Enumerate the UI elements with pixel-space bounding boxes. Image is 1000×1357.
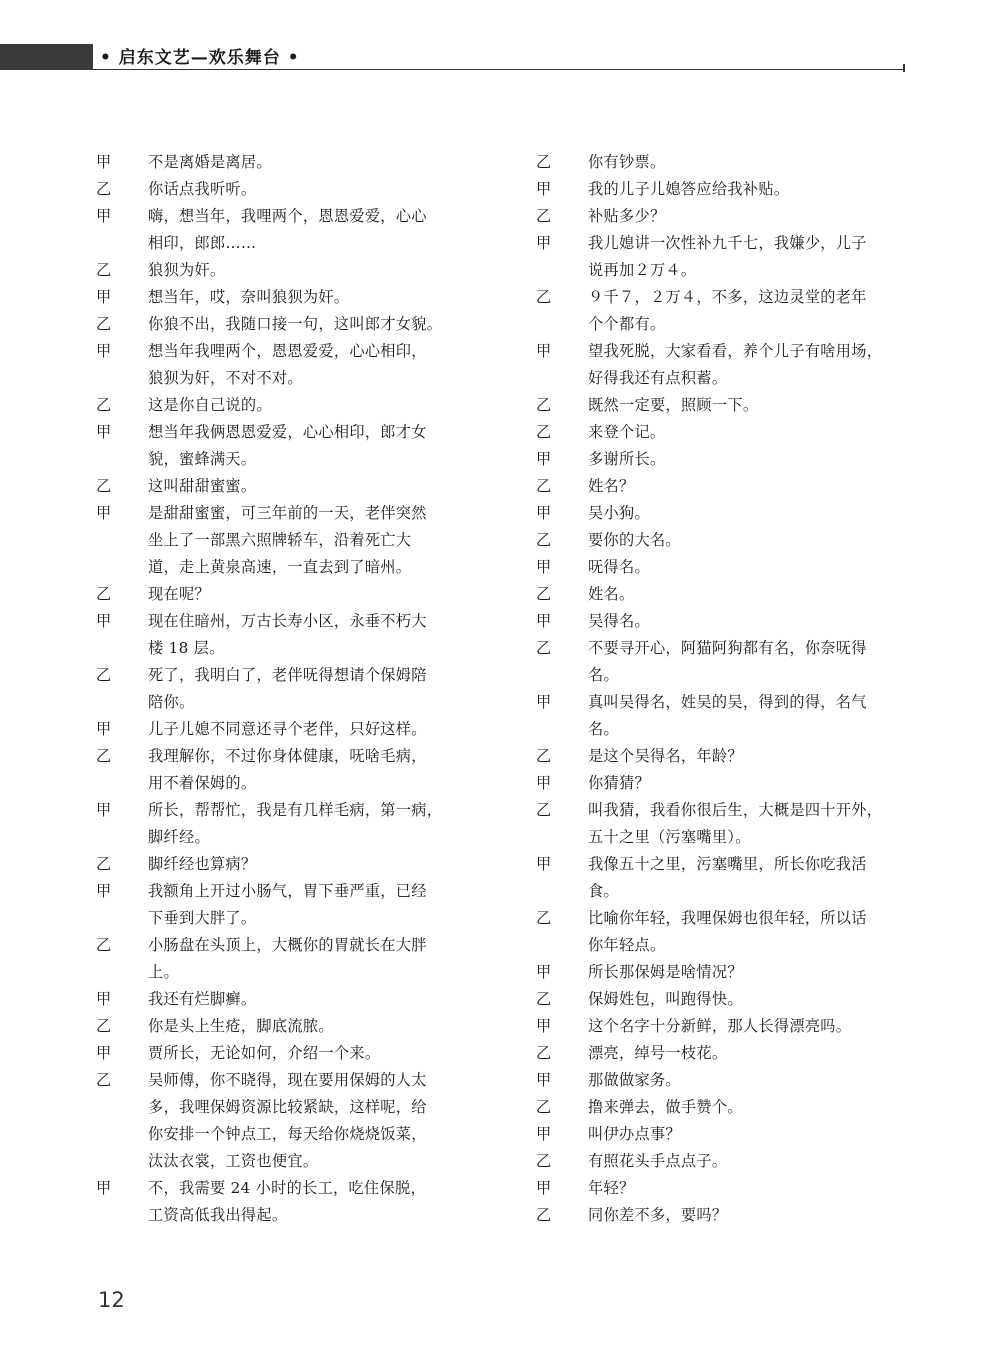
speaker-label xyxy=(536,932,588,959)
speaker-label: 甲 xyxy=(536,504,552,522)
dialogue-line xyxy=(536,554,906,581)
speaker-label: 乙 xyxy=(536,990,552,1008)
dialogue-text: 有照花头手点点子。 xyxy=(588,1152,728,1170)
dialogue-text: 你安排一个钟点工，每天给你烧烧饭菜， xyxy=(148,1125,427,1143)
dialogue-text: 死了，我明白了，老伴呒得想请个保姆陪 xyxy=(148,666,427,684)
speaker-label xyxy=(536,824,588,851)
dialogue-line xyxy=(96,1148,466,1175)
dialogue-text: 真叫吴得名，姓吴的吴，得到的得，名气 xyxy=(588,693,867,711)
speaker-label: 甲 xyxy=(536,1071,552,1089)
dialogue-line xyxy=(536,149,906,176)
dialogue-text: 名。 xyxy=(588,666,619,684)
dialogue-line xyxy=(536,1013,906,1040)
speaker-label: 乙 xyxy=(96,666,112,684)
speaker-label: 甲 xyxy=(536,342,552,360)
dialogue-text: 这叫甜甜蜜蜜。 xyxy=(148,477,257,495)
dialogue-line xyxy=(536,986,906,1013)
dialogue-line xyxy=(96,716,466,743)
dialogue-text: 我理解你，不过你身体健康，呒啥毛病， xyxy=(148,747,427,765)
speaker-label: 甲 xyxy=(96,882,112,900)
dialogue-text: 既然一定要，照顾一下。 xyxy=(588,396,759,414)
dialogue-text: ９千７，２万４，不多，这边灵堂的老年 xyxy=(588,288,867,306)
dialogue-line xyxy=(96,851,466,878)
dialogue-text: 想当年，哎，奈叫狼狈为奸。 xyxy=(148,288,350,306)
dialogue-line xyxy=(536,797,906,824)
dialogue-text: 汰汰衣裳，工资也便宜。 xyxy=(148,1152,319,1170)
speaker-label: 甲 xyxy=(536,234,552,252)
speaker-label xyxy=(96,365,148,392)
speaker-label xyxy=(536,716,588,743)
dialogue-line xyxy=(96,554,466,581)
dialogue-line xyxy=(536,1202,906,1229)
speaker-label: 甲 xyxy=(536,1017,552,1035)
dialogue-text: 漂亮，绰号一枝花。 xyxy=(588,1044,728,1062)
left-column xyxy=(96,149,466,1229)
dialogue-text: 脚纤经。 xyxy=(148,828,210,846)
dialogue-text: 你狼不出，我随口接一句，这叫郎才女貌。 xyxy=(148,315,443,333)
speaker-label: 乙 xyxy=(536,1098,552,1116)
speaker-label: 乙 xyxy=(536,477,552,495)
dialogue-text: 呒得名。 xyxy=(588,558,650,576)
running-header-title: • 启东文艺—欢乐舞台 • xyxy=(100,48,300,68)
dialogue-line xyxy=(536,581,906,608)
speaker-label: 甲 xyxy=(536,1125,552,1143)
dialogue-text: 比喻你年轻，我哩保姆也很年轻，所以话 xyxy=(588,909,867,927)
speaker-label: 乙 xyxy=(536,1044,552,1062)
dialogue-text: 楼 18 层。 xyxy=(148,639,225,657)
speaker-label xyxy=(96,527,148,554)
dialogue-text: 所长那保姆是啥情况？ xyxy=(588,963,743,981)
dialogue-line xyxy=(96,527,466,554)
speaker-label: 甲 xyxy=(96,612,112,630)
dialogue-line xyxy=(536,959,906,986)
speaker-label xyxy=(96,824,148,851)
speaker-label xyxy=(96,635,148,662)
speaker-label: 甲 xyxy=(536,558,552,576)
dialogue-line xyxy=(96,257,466,284)
dialogue-line xyxy=(536,1067,906,1094)
speaker-label: 甲 xyxy=(536,774,552,792)
dialogue-line xyxy=(536,905,906,932)
dialogue-line xyxy=(96,986,466,1013)
speaker-label: 甲 xyxy=(96,1044,112,1062)
dialogue-text: 儿子儿媳不同意还寻个老伴，只好这样。 xyxy=(148,720,427,738)
dialogue-line xyxy=(96,1040,466,1067)
speaker-label: 乙 xyxy=(536,531,552,549)
speaker-label xyxy=(536,365,588,392)
dialogue-line xyxy=(536,500,906,527)
dialogue-line xyxy=(96,797,466,824)
dialogue-text: 姓名？ xyxy=(588,477,635,495)
dialogue-text: 吴师傅，你不晓得，现在要用保姆的人太 xyxy=(148,1071,427,1089)
dialogue-line xyxy=(96,284,466,311)
dialogue-line xyxy=(96,608,466,635)
dialogue-line xyxy=(536,824,906,851)
dialogue-text: 相印，郎郎…… xyxy=(148,234,257,252)
speaker-label: 乙 xyxy=(536,747,552,765)
dialogue-text: 名。 xyxy=(588,720,619,738)
dialogue-line xyxy=(96,419,466,446)
speaker-label: 甲 xyxy=(96,990,112,1008)
dialogue-text: 你有钞票。 xyxy=(588,153,666,171)
dialogue-text: 现在呢？ xyxy=(148,585,210,603)
speaker-label: 乙 xyxy=(96,261,112,279)
speaker-label: 乙 xyxy=(536,909,552,927)
dialogue-text: 你是头上生疮，脚底流脓。 xyxy=(148,1017,334,1035)
dialogue-text: 我额角上开过小肠气，胃下垂严重，已经 xyxy=(148,882,427,900)
speaker-label xyxy=(536,662,588,689)
dialogue-line xyxy=(536,365,906,392)
speaker-label: 乙 xyxy=(96,315,112,333)
dialogue-text: 补贴多少？ xyxy=(588,207,666,225)
speaker-label xyxy=(536,311,588,338)
dialogue-text: 你话点我听听。 xyxy=(148,180,257,198)
dialogue-line xyxy=(536,527,906,554)
speaker-label: 甲 xyxy=(536,855,552,873)
dialogue-text: 保姆姓包，叫跑得快。 xyxy=(588,990,743,1008)
dialogue-line xyxy=(96,230,466,257)
dialogue-line xyxy=(536,419,906,446)
dialogue-text: 想当年我俩恩恩爱爱，心心相印，郎才女 xyxy=(148,423,427,441)
dialogue-line xyxy=(96,392,466,419)
dialogue-line xyxy=(96,905,466,932)
speaker-label: 乙 xyxy=(536,423,552,441)
dialogue-line xyxy=(96,581,466,608)
speaker-label: 乙 xyxy=(536,801,552,819)
speaker-label xyxy=(96,554,148,581)
dialogue-line xyxy=(96,662,466,689)
speaker-label: 乙 xyxy=(536,1206,552,1224)
dialogue-text: 望我死脱，大家看看，养个儿子有啥用场， xyxy=(588,342,883,360)
dialogue-text: 上。 xyxy=(148,963,179,981)
speaker-label: 乙 xyxy=(96,585,112,603)
dialogue-line xyxy=(96,1013,466,1040)
dialogue-line xyxy=(96,959,466,986)
dialogue-line xyxy=(536,689,906,716)
dialogue-line xyxy=(536,1040,906,1067)
speaker-label: 乙 xyxy=(96,855,112,873)
dialogue-text: 姓名。 xyxy=(588,585,635,603)
dialogue-line xyxy=(96,203,466,230)
dialogue-text: 这个名字十分新鲜，那人长得漂亮吗。 xyxy=(588,1017,852,1035)
dialogue-line xyxy=(536,473,906,500)
dialogue-line xyxy=(96,1175,466,1202)
dialogue-line xyxy=(536,1094,906,1121)
dialogue-text: 工资高低我出得起。 xyxy=(148,1206,288,1224)
right-column xyxy=(536,149,906,1229)
dialogue-text: 吴小狗。 xyxy=(588,504,650,522)
speaker-label: 乙 xyxy=(96,936,112,954)
speaker-label: 甲 xyxy=(536,693,552,711)
dialogue-text: 食。 xyxy=(588,882,619,900)
dialogue-line xyxy=(96,689,466,716)
speaker-label xyxy=(536,878,588,905)
speaker-label xyxy=(96,1094,148,1121)
dialogue-line xyxy=(96,1202,466,1229)
dialogue-line xyxy=(536,743,906,770)
dialogue-text: 好得我还有点积蓄。 xyxy=(588,369,728,387)
page-number: 12 xyxy=(98,1288,125,1312)
speaker-label: 乙 xyxy=(96,1017,112,1035)
speaker-label xyxy=(96,959,148,986)
dialogue-text: 贾所长，无论如何，介绍一个来。 xyxy=(148,1044,381,1062)
speaker-label: 甲 xyxy=(536,450,552,468)
dialogue-line xyxy=(536,635,906,662)
dialogue-text: 小肠盘在头顶上，大概你的胃就长在大胖 xyxy=(148,936,427,954)
dialogue-line xyxy=(96,635,466,662)
dialogue-text: 叫我猜，我看你很后生，大概是四十开外， xyxy=(588,801,883,819)
dialogue-text: 是这个吴得名，年龄？ xyxy=(588,747,743,765)
speaker-label xyxy=(96,1121,148,1148)
dialogue-line xyxy=(536,230,906,257)
speaker-label: 乙 xyxy=(96,1071,112,1089)
dialogue-text: 你猜猜？ xyxy=(588,774,650,792)
dialogue-line xyxy=(536,932,906,959)
speaker-label xyxy=(96,446,148,473)
dialogue-text: 狼狈为奸，不对不对。 xyxy=(148,369,303,387)
dialogue-line xyxy=(96,743,466,770)
dialogue-line xyxy=(536,338,906,365)
dialogue-text: 那做做家务。 xyxy=(588,1071,681,1089)
dialogue-text: 狼狈为奸。 xyxy=(148,261,226,279)
dialogue-text: 貌，蜜蜂满天。 xyxy=(148,450,257,468)
speaker-label: 乙 xyxy=(96,747,112,765)
speaker-label: 甲 xyxy=(536,612,552,630)
dialogue-line xyxy=(96,149,466,176)
dialogue-line xyxy=(96,1094,466,1121)
dialogue-line xyxy=(536,1175,906,1202)
dialogue-line xyxy=(536,608,906,635)
speaker-label xyxy=(96,905,148,932)
speaker-label: 乙 xyxy=(96,477,112,495)
speaker-label: 甲 xyxy=(96,207,112,225)
dialogue-line xyxy=(536,176,906,203)
speaker-label: 甲 xyxy=(96,342,112,360)
dialogue-text: 叫伊办点事？ xyxy=(588,1125,681,1143)
dialogue-line xyxy=(536,1148,906,1175)
dialogue-line xyxy=(96,473,466,500)
dialogue-line xyxy=(536,257,906,284)
dialogue-line xyxy=(536,716,906,743)
speaker-label: 甲 xyxy=(96,720,112,738)
dialogue-text: 想当年我哩两个，恩恩爱爱，心心相印， xyxy=(148,342,427,360)
speaker-label: 甲 xyxy=(536,963,552,981)
dialogue-line xyxy=(96,932,466,959)
dialogue-text: 嗨，想当年，我哩两个，恩恩爱爱，心心 xyxy=(148,207,427,225)
dialogue-text: 陪你。 xyxy=(148,693,195,711)
dialogue-text: 你年轻点。 xyxy=(588,936,666,954)
dialogue-text: 同你差不多，要吗？ xyxy=(588,1206,728,1224)
speaker-label xyxy=(96,1202,148,1229)
dialogue-line xyxy=(96,1121,466,1148)
dialogue-line xyxy=(536,1121,906,1148)
dialogue-text: 脚纤经也算病？ xyxy=(148,855,257,873)
speaker-label: 乙 xyxy=(96,180,112,198)
dialogue-text: 所长，帮帮忙，我是有几样毛病，第一病， xyxy=(148,801,443,819)
speaker-label: 乙 xyxy=(536,639,552,657)
dialogue-text: 是甜甜蜜蜜，可三年前的一天，老伴突然 xyxy=(148,504,427,522)
dialogue-line xyxy=(96,176,466,203)
dialogue-text: 我的儿子儿媳答应给我补贴。 xyxy=(588,180,790,198)
header-rule-end xyxy=(903,64,905,72)
speaker-label xyxy=(96,1148,148,1175)
dialogue-text: 不，我需要 24 小时的长工，吃住保脱， xyxy=(148,1179,426,1197)
speaker-label: 甲 xyxy=(96,504,112,522)
speaker-label: 乙 xyxy=(96,396,112,414)
dialogue-text: 不要寻开心，阿猫阿狗都有名，你奈呒得 xyxy=(588,639,867,657)
speaker-label: 甲 xyxy=(536,180,552,198)
speaker-label: 乙 xyxy=(536,288,552,306)
speaker-label: 甲 xyxy=(96,801,112,819)
dialogue-text: 来登个记。 xyxy=(588,423,666,441)
speaker-label: 甲 xyxy=(536,1179,552,1197)
dialogue-line xyxy=(96,365,466,392)
dialogue-line xyxy=(96,824,466,851)
dialogue-text: 五十之里（污塞嘴里）。 xyxy=(588,828,751,846)
dialogue-text: 说再加２万４。 xyxy=(588,261,697,279)
dialogue-text: 现在住暗州，万古长寿小区，永垂不朽大 xyxy=(148,612,427,630)
speaker-label: 乙 xyxy=(536,207,552,225)
speaker-label: 乙 xyxy=(536,585,552,603)
dialogue-line xyxy=(536,446,906,473)
dialogue-text: 我儿媳讲一次性补九千七，我嫌少，儿子 xyxy=(588,234,867,252)
dialogue-text: 这是你自己说的。 xyxy=(148,396,272,414)
dialogue-text: 不是离婚是离居。 xyxy=(148,153,272,171)
dialogue-line xyxy=(96,500,466,527)
dialogue-line xyxy=(96,446,466,473)
dialogue-text: 我还有烂脚癣。 xyxy=(148,990,257,1008)
dialogue-text: 下垂到大胖了。 xyxy=(148,909,257,927)
speaker-label xyxy=(536,257,588,284)
speaker-label: 甲 xyxy=(96,288,112,306)
dialogue-text: 用不着保姆的。 xyxy=(148,774,257,792)
dialogue-text: 吴得名。 xyxy=(588,612,650,630)
dialogue-line xyxy=(96,311,466,338)
dialogue-line xyxy=(536,203,906,230)
speaker-label: 甲 xyxy=(96,153,112,171)
dialogue-line xyxy=(536,284,906,311)
speaker-label: 乙 xyxy=(536,153,552,171)
dialogue-line xyxy=(96,770,466,797)
dialogue-text: 年轻？ xyxy=(588,1179,635,1197)
dialogue-text: 要你的大名。 xyxy=(588,531,681,549)
dialogue-line xyxy=(536,878,906,905)
dialogue-text: 多，我哩保姆资源比较紧缺，这样呢，给 xyxy=(148,1098,427,1116)
dialogue-line xyxy=(96,1067,466,1094)
header-dark-bar xyxy=(0,44,93,70)
speaker-label: 乙 xyxy=(536,1152,552,1170)
dialogue-line xyxy=(536,851,906,878)
dialogue-text: 个个都有。 xyxy=(588,315,666,333)
dialogue-text: 我像五十之里，污塞嘴里，所长你吃我活 xyxy=(588,855,867,873)
speaker-label xyxy=(96,770,148,797)
dialogue-line xyxy=(536,662,906,689)
dialogue-line xyxy=(96,878,466,905)
dialogue-line xyxy=(536,311,906,338)
speaker-label xyxy=(96,230,148,257)
dialogue-text: 撸来弹去，做手赞个。 xyxy=(588,1098,743,1116)
dialogue-text: 多谢所长。 xyxy=(588,450,666,468)
speaker-label: 乙 xyxy=(536,396,552,414)
dialogue-line xyxy=(96,338,466,365)
dialogue-line xyxy=(536,770,906,797)
speaker-label: 甲 xyxy=(96,423,112,441)
speaker-label xyxy=(96,689,148,716)
dialogue-text: 道，走上黄泉高速，一直去到了暗州。 xyxy=(148,558,412,576)
dialogue-text: 坐上了一部黑六照牌轿车，沿着死亡大 xyxy=(148,531,412,549)
dialogue-line xyxy=(536,392,906,419)
speaker-label: 甲 xyxy=(96,1179,112,1197)
